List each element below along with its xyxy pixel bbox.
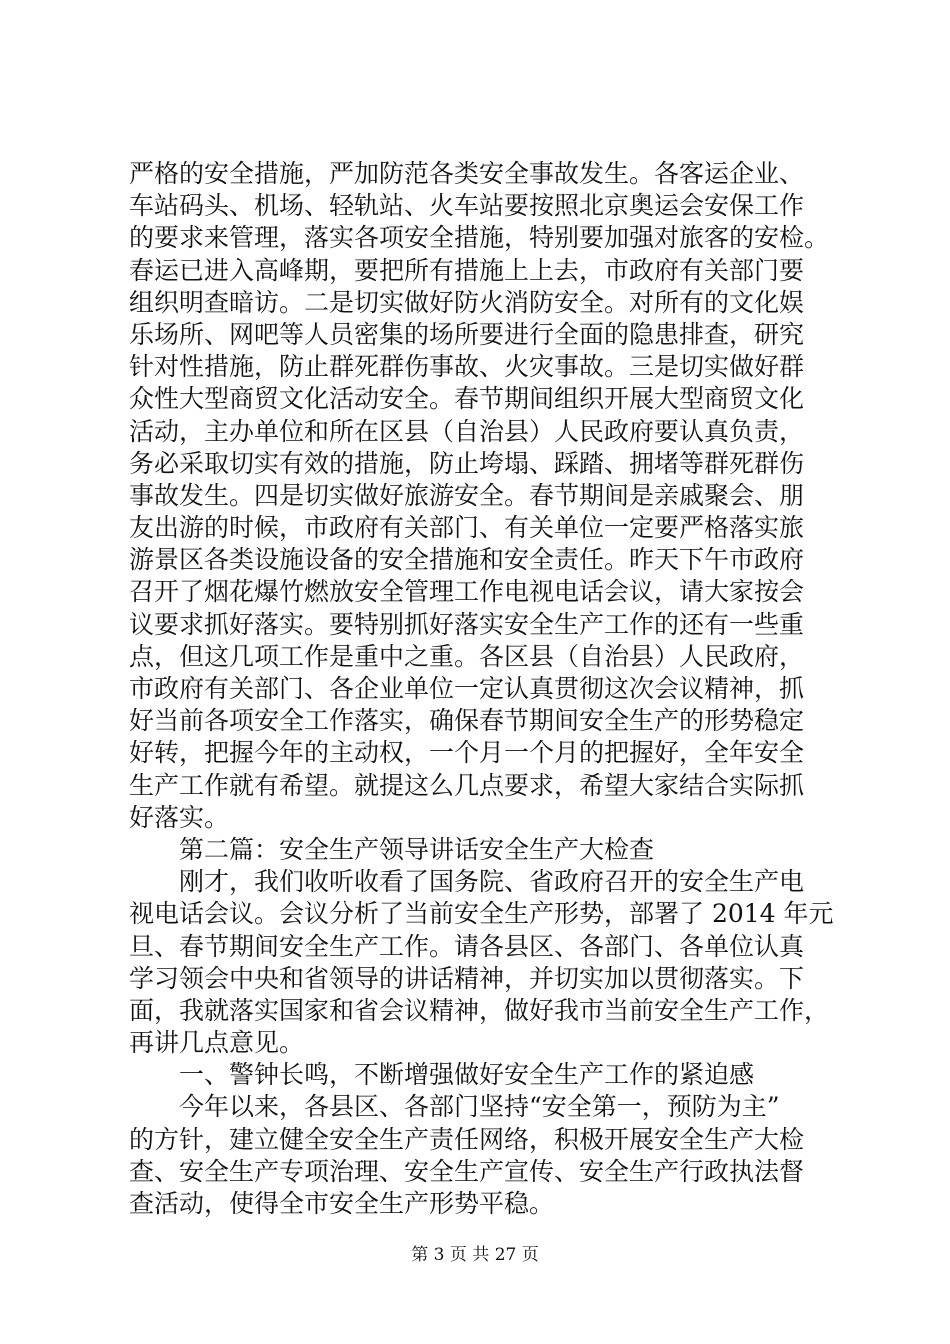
text-line: 查活动，使得全市安全生产形势平稳。 xyxy=(129,1189,555,1218)
text-line: 好转，把握今年的主动权，一个月一个月的把握好，全年安全 xyxy=(129,738,805,768)
text-line: 点，但这几项工作是重中之重。各区县（自治县）人民政府， xyxy=(129,641,805,671)
text-line: 议要求抓好落实。要特别抓好落实安全生产工作的还有一些重 xyxy=(129,609,805,639)
text-line: 游景区各类设施设备的安全措施和安全责任。昨天下午市政府 xyxy=(129,545,805,575)
text-line: 好当前各项安全工作落实，确保春节期间安全生产的形势稳定 xyxy=(129,706,805,736)
text-line: 今年以来，各县区、各部门坚持“安全第一，预防为主” xyxy=(179,1092,780,1122)
text-line: 市政府有关部门、各企业单位一定认真贯彻这次会议精神，抓 xyxy=(129,674,805,703)
page-footer: 第 3 页 共 27 页 xyxy=(411,1245,539,1265)
text-line: 活动，主办单位和所在区县（自治县）人民政府要认真负责， xyxy=(129,416,805,446)
text-line: 事故发生。四是切实做好旅游安全。春节期间是亲戚聚会、朋 xyxy=(129,480,805,510)
text-line: 生产工作就有希望。就提这么几点要求，希望大家结合实际抓 xyxy=(129,770,805,800)
text-line: 刚才，我们收听收看了国务院、省政府召开的安全生产电 xyxy=(179,867,805,897)
text-line: 的要求来管理，落实各项安全措施，特别要加强对旅客的安检。 xyxy=(129,223,830,253)
text-line: 视电话会议。会议分析了当前安全生产形势，部署了 2014 年元 xyxy=(129,899,834,929)
text-line: 组织明查暗访。二是切实做好防火消防安全。对所有的文化娱 xyxy=(129,287,805,317)
text-line: 严格的安全措施，严加防范各类安全事故发生。各客运企业、 xyxy=(129,159,805,188)
text-line: 车站码头、机场、轻轨站、火车站要按照北京奥运会安保工作 xyxy=(129,191,805,221)
text-line: 查、安全生产专项治理、安全生产宣传、安全生产行政执法督 xyxy=(129,1156,805,1186)
text-line: 务必采取切实有效的措施，防止垮塌、踩踏、拥堵等群死群伤 xyxy=(129,448,805,478)
text-line: 好落实。 xyxy=(129,802,230,832)
text-line: 一、警钟长鸣，不断增强做好安全生产工作的紧迫感 xyxy=(179,1060,755,1090)
text-line: 旦、春节期间安全生产工作。请各县区、各部门、各单位认真 xyxy=(129,931,805,961)
text-line: 的方针，建立健全安全生产责任网络，积极开展安全生产大检 xyxy=(129,1124,805,1154)
text-line: 春运已进入高峰期，要把所有措施上上去，市政府有关部门要 xyxy=(129,255,805,285)
text-line: 召开了烟花爆竹燃放安全管理工作电视电话会议，请大家按会 xyxy=(129,577,805,607)
text-line: 针对性措施，防止群死群伤事故、火灾事故。三是切实做好群 xyxy=(129,352,805,382)
text-line: 友出游的时候，市政府有关部门、有关单位一定要严格落实旅 xyxy=(129,513,805,543)
text-line: 第二篇：安全生产领导讲话安全生产大检查 xyxy=(179,834,655,864)
text-line: 乐场所、网吧等人员密集的场所要进行全面的隐患排查，研究 xyxy=(129,319,805,349)
body-text xyxy=(129,158,834,1220)
text-line: 面，我就落实国家和省会议精神，做好我市当前安全生产工作， xyxy=(129,995,830,1025)
text-line: 众性大型商贸文化活动安全。春节期间组织开展大型商贸文化 xyxy=(129,384,805,414)
text-line: 学习领会中央和省领导的讲话精神，并切实加以贯彻落实。下 xyxy=(129,963,805,993)
text-line: 再讲几点意见。 xyxy=(129,1028,305,1058)
